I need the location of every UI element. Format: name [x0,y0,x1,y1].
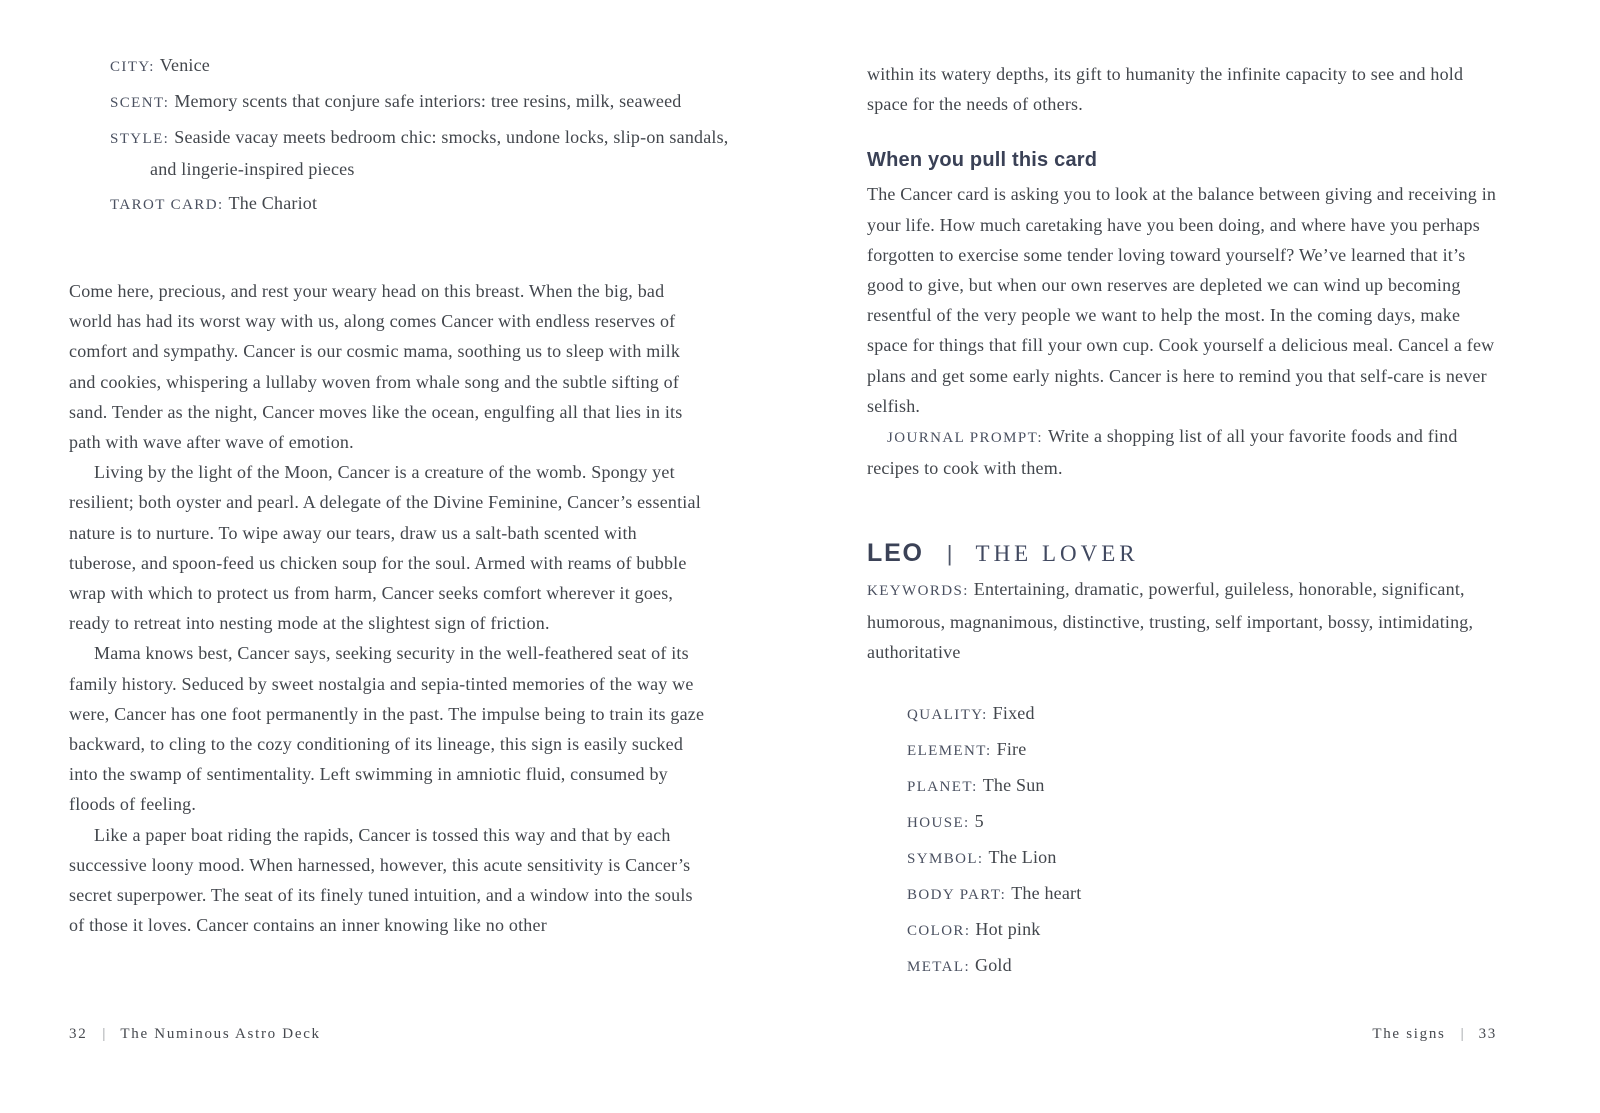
attribute-label: ELEMENT: [907,743,992,760]
page-number: 33 [1478,1026,1497,1042]
attribute-row-style [69,122,750,184]
attribute-value: Hot pink [975,919,1041,940]
sign-epithet: THE LOVER [975,541,1139,567]
keywords-text: Entertaining, dramatic, powerful, guileless, honorable, significant, humorous, magnanimous, distinctive, trusting, self important, bossy, intimidating, authoritative [867,579,1474,662]
journal-prompt-text: Write a shopping list of all your favorite foods and find recipes to cook with them. [867,426,1458,479]
attribute-value: The Chariot [228,193,318,213]
attribute-label: COLOR: [907,923,971,940]
journal-prompt [867,421,1499,483]
attribute-value: Venice [159,55,210,75]
attribute-row-body-part [867,878,1499,910]
pull-card-heading: When you pull this card [867,149,1098,172]
attribute-value: The Sun [982,775,1045,796]
book-title: The Numinous Astro Deck [120,1026,321,1042]
attribute-label: SCENT: [110,95,170,111]
footer-separator: | [102,1026,106,1042]
right-page-footer [1372,1026,1497,1043]
attribute-row-quality [867,698,1499,730]
attribute-value: Memory scents that conjure safe interiors: tree resins, milk, seaweed [174,91,682,111]
attribute-row-house [867,806,1499,838]
section-title: The signs [1372,1026,1446,1042]
attribute-label: STYLE: [110,131,170,147]
attribute-label: SYMBOL: [907,851,984,868]
keywords-paragraph [867,574,1499,667]
right-page [867,59,1499,986]
attribute-label: METAL: [907,959,971,976]
attribute-value: The heart [1011,883,1082,904]
attribute-label: PLANET: [907,779,978,796]
attribute-value: Gold [975,955,1012,976]
attribute-value: The Lion [988,847,1057,868]
left-page [69,50,729,940]
attribute-row-color [867,914,1499,946]
leo-attribute-list [867,698,1499,982]
sign-name: LEO [867,539,924,568]
attribute-row-metal [867,950,1499,982]
attribute-row-planet [867,770,1499,802]
page-number: 32 [69,1026,88,1042]
body-paragraph: Like a paper boat riding the rapids, Cancer is tossed this way and that by each successive loony mood. When harnessed, however, this acute sensitivity is Cancer’s secret superpower. The seat of its finely tuned intuition, and a window into the souls of those it loves. Cancer contains an inner knowing like no other [69,824,693,936]
attribute-row-tarot-card [69,188,750,220]
attribute-label: HOUSE: [907,815,970,832]
attribute-label: TAROT CARD: [110,197,224,213]
footer-separator: | [1460,1026,1464,1042]
cancer-attribute-list [69,50,729,220]
attribute-value: Fixed [992,703,1035,724]
attribute-label: QUALITY: [907,707,988,724]
attribute-value: Fire [996,739,1027,760]
attribute-row-element [867,734,1499,766]
attribute-row-scent [69,86,750,118]
continuation-paragraph: within its watery depths, its gift to humanity the infinite capacity to see and hold space for the needs of others. [867,64,1464,115]
journal-prompt-label: JOURNAL PROMPT: [887,430,1043,447]
leo-sign-heading [867,539,1499,568]
attribute-label: BODY PART: [907,887,1007,904]
body-paragraph: Living by the light of the Moon, Cancer is a creature of the womb. Spongy yet resilient; both oyster and pearl. A delegate of the Divine Feminine, Cancer’s essential nature is to nurture. To wipe away our tears, draw us a salt-bath scented with tuberose, and spoon-feed us chicken soup for the soul. Armed with reams of bubble wrap with which to protect us from harm, Cancer seeks comfort wherever it goes, ready to retreat into nesting mode at the slightest sign of friction. [69,462,701,634]
attribute-value: 5 [974,811,984,832]
body-paragraph: Come here, precious, and rest your weary head on this breast. When the big, bad world has had its worst way with us, along comes Cancer with endless reserves of comfort and sympathy. Cancer is our cosmic mama, soothing us to sleep with milk and cookies, whispering a lullaby woven from whale song and the subtle sifting of sand. Tender as the night, Cancer moves like the ocean, engulfing all that lies in its path with wave after wave of emotion. [69,281,683,453]
body-paragraph: Mama knows best, Cancer says, seeking security in the well-feathered seat of its family history. Seduced by sweet nostalgia and sepia-tinted memories of the way we were, Cancer has one foot permanently in the past. The impulse being to train its gaze backward, to cling to the cozy conditioning of its lineage, this sign is easily sucked into the swamp of sentimentality. Left swimming in amniotic fluid, consumed by floods of feeling. [69,643,705,815]
attribute-row-city [69,50,750,82]
pull-card-body: The Cancer card is asking you to look at the balance between giving and receiving in your life. How much caretaking have you been doing, and where have you perhaps forgotten to exercise some tender loving toward yourself? We’ve learned that it’s good to give, but when our own reserves are depleted we can wind up becoming resentful of the very people we want to help the most. In the coming days, make space for things that fill your own cup. Cook yourself a delicious meal. Cancel a few plans and get some early nights. Cancer is here to remind you that self-care is never selfish. [867,184,1497,416]
attribute-row-symbol [867,842,1499,874]
cancer-body-text [69,276,705,940]
attribute-label: CITY: [110,59,155,75]
heading-separator: | [946,541,953,567]
left-page-footer [69,1026,321,1043]
keywords-label: KEYWORDS: [867,583,969,600]
attribute-value: Seaside vacay meets bedroom chic: smocks, undone locks, slip-on sandals, and lingerie-inspired pieces [150,127,729,179]
